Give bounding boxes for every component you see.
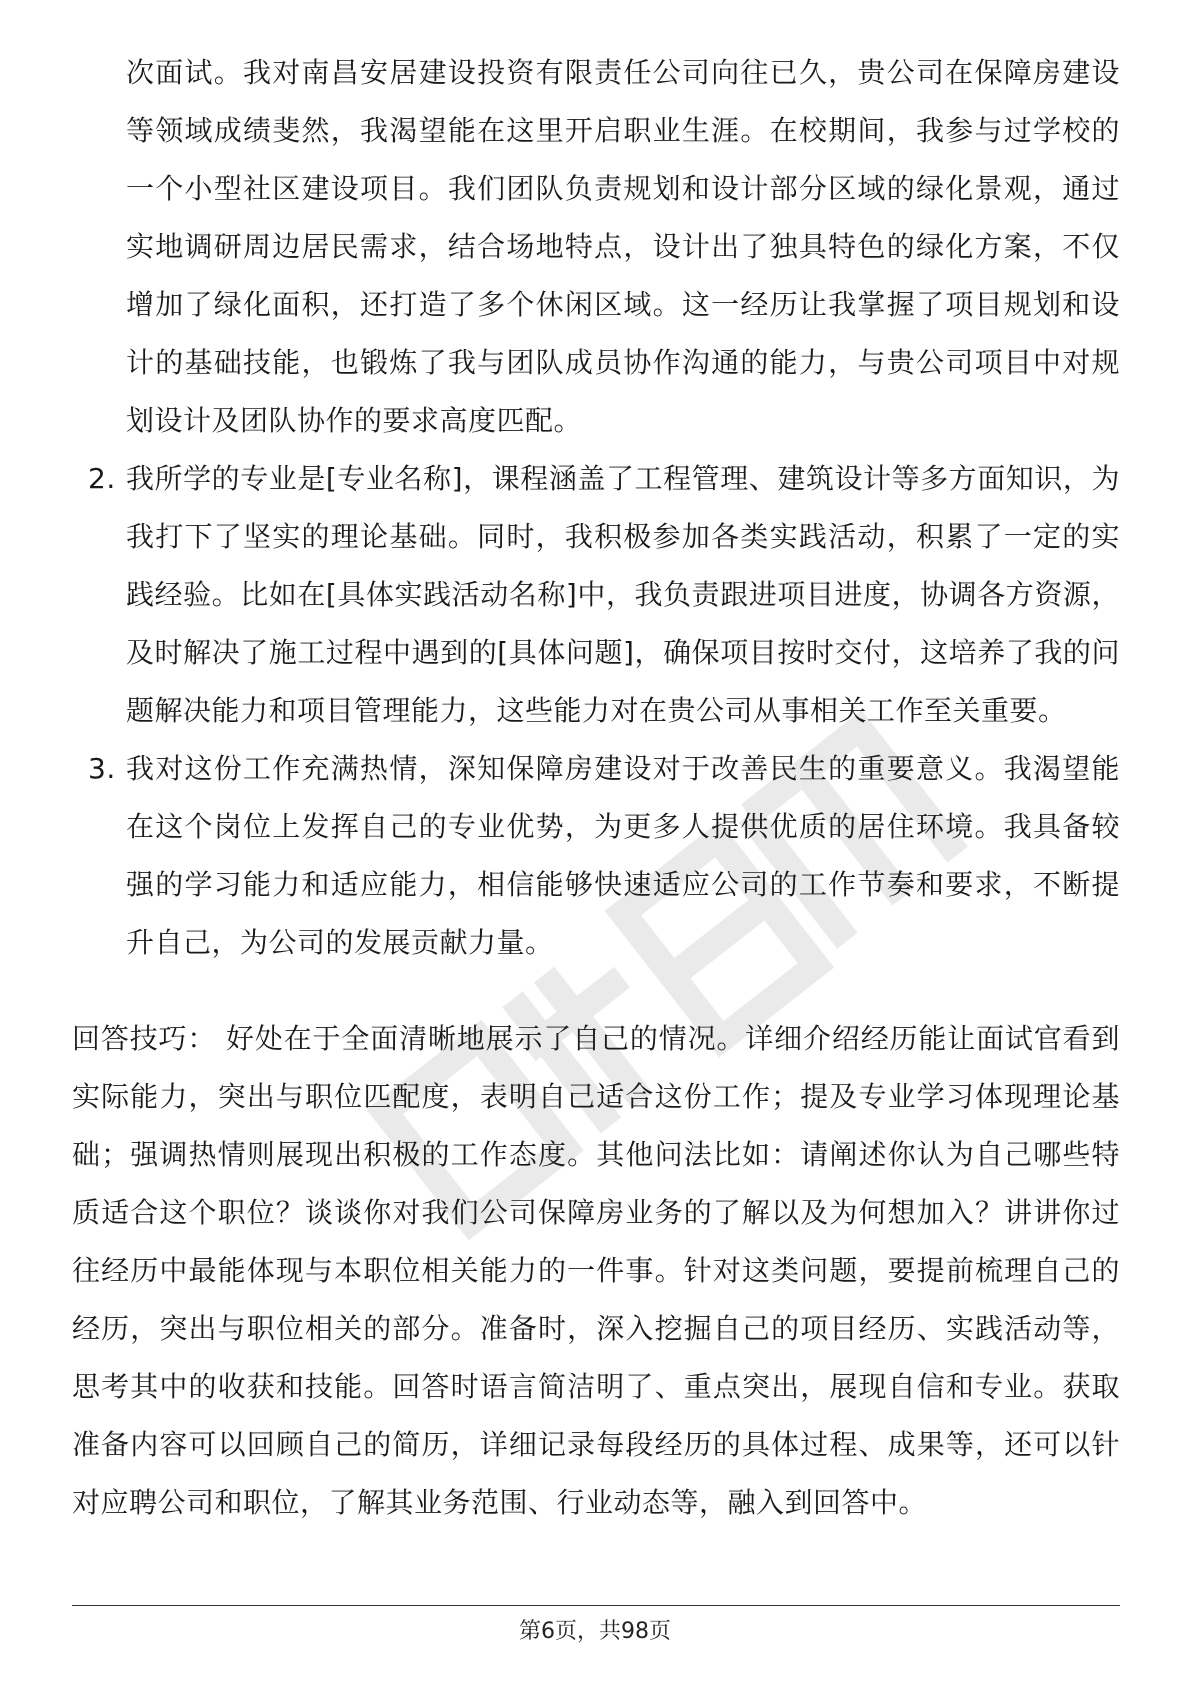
list-item-number: 2. xyxy=(88,462,116,495)
answer-tips-label: 回答技巧： xyxy=(72,1022,217,1055)
list-item xyxy=(72,740,1120,972)
list-item-text: 我所学的专业是[专业名称]，课程涵盖了工程管理、建筑设计等多方面知识，为我打下了坚实的理论基础。同时，我积极参加各类实践活动，积累了一定的实践经验。比如在[具体实践活动名称]中，我负责跟进项目进度，协调各方资源，及时解决了施工过程中遇到的[具体问题]，确保项目按时交付，这培养了我的问题解决能力和项目管理能力，这些能力对在贵公司从事相关工作至关重要。 xyxy=(126,462,1120,727)
document-body xyxy=(72,44,1120,1532)
list-item-continuation: 次面试。我对南昌安居建设投资有限责任公司向往已久，贵公司在保障房建设等领域成绩斐然，我渴望能在这里开启职业生涯。在校期间，我参与过学校的一个小型社区建设项目。我们团队负责规划和设计部分区域的绿化景观，通过实地调研周边居民需求，结合场地特点，设计出了独具特色的绿化方案，不仅增加了绿化面积，还打造了多个休闲区域。这一经历让我掌握了项目规划和设计的基础技能，也锻炼了我与团队成员协作沟通的能力，与贵公司项目中对规划设计及团队协作的要求高度匹配。 xyxy=(126,56,1120,437)
list-item xyxy=(72,450,1120,740)
page-number: 第6页，共98页 xyxy=(519,1619,671,1644)
list-item-number: 3. xyxy=(88,752,116,785)
list-item-text: 我对这份工作充满热情，深知保障房建设对于改善民生的重要意义。我渴望能在这个岗位上发挥自己的专业优势，为更多人提供优质的居住环境。我具备较强的学习能力和适应能力，相信能够快速适应公司的工作节奏和要求，不断提升自己，为公司的发展贡献力量。 xyxy=(126,752,1120,959)
footer-divider xyxy=(72,1605,1120,1606)
answer-tips-paragraph xyxy=(72,1010,1120,1532)
answer-tips-text: 好处在于全面清晰地展示了自己的情况。详细介绍经历能让面试官看到实际能力，突出与职位匹配度，表明自己适合这份工作；提及专业学习体现理论基础；强调热情则展现出积极的工作态度。其他问法比如：请阐述你认为自己哪些特质适合这个职位？谈谈你对我们公司保障房业务的了解以及为何想加入？讲讲你过往经历中最能体现与本职位相关能力的一件事。针对这类问题，要提前梳理自己的经历，突出与职位相关的部分。准备时，深入挖掘自己的项目经历、实践活动等，思考其中的收获和技能。回答时语言简洁明了、重点突出，展现自信和专业。获取准备内容可以回顾自己的简历，详细记录每段经历的具体过程、成果等，还可以针对应聘公司和职位，了解其业务范围、行业动态等，融入到回答中。 xyxy=(72,1022,1120,1519)
